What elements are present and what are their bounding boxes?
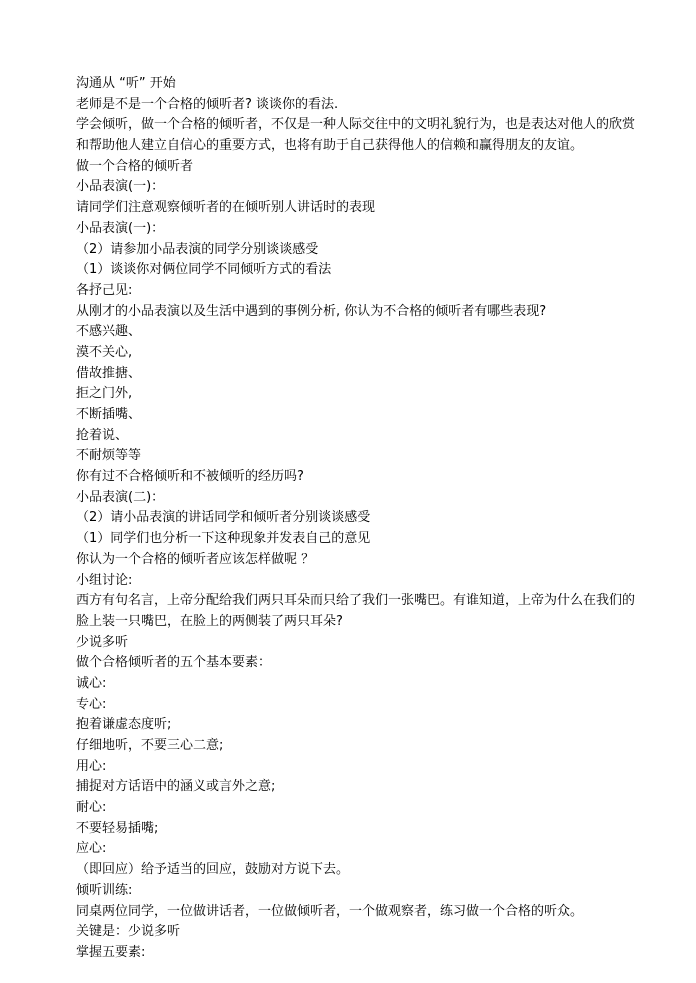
text-line: 不断插嘴、	[76, 407, 142, 422]
text-line: 脸上装一只嘴巴，在脸上的两侧装了两只耳朵?	[76, 613, 343, 629]
text-line: 请同学们注意观察倾听者的在倾听别人讲话时的表现	[76, 200, 376, 216]
text-line: （1）谈谈你对俩位同学不同倾听方式的看法	[76, 262, 332, 278]
text-line: 抱着谦虚态度听;	[76, 717, 172, 733]
text-line: 倾听训练:	[76, 882, 133, 898]
text-line: 各抒己见:	[76, 282, 133, 298]
text-line: 你有过不合格倾听和不被倾听的经历吗?	[76, 469, 304, 485]
text-line: （即回应）给予适当的回应，鼓励对方说下去。	[76, 862, 350, 878]
text-line: 应心:	[76, 841, 107, 857]
text-line: 从刚才的小品表演以及生活中遇到的事例分析, 你认为不合格的倾听者有哪些表现?	[76, 303, 547, 319]
text-line: （2）请参加小品表演的同学分别谈谈感受	[76, 241, 319, 257]
text-line: 西方有句名言，上帝分配给我们两只耳朵而只给了我们一张嘴巴。有谁知道，上帝为什么在我们的	[76, 593, 636, 609]
text-line: 诚心:	[76, 675, 107, 691]
text-line: 小组讨论:	[76, 572, 133, 588]
text-line: （1）同学们也分析一下这种现象并发表自己的意见	[76, 531, 371, 547]
text-line: 用心:	[76, 758, 107, 774]
text-line: 同桌两位同学，一位做讲话者，一位做倾听者，一个做观察者，练习做一个合格的听众。	[76, 903, 584, 919]
text-line: 不感兴趣、	[76, 324, 142, 340]
text-line: 借故推搪、	[76, 365, 142, 381]
text-line: 不耐烦等等	[76, 448, 142, 464]
text-line: 小品表演(一)：	[76, 179, 165, 195]
document-body	[76, 74, 636, 964]
text-line: 小品表演(二)：	[76, 489, 165, 505]
text-line: 你认为一个合格的倾听者应该怎样做呢 ？	[76, 551, 315, 567]
text-line: 仔细地听，不要三心二意;	[76, 738, 224, 753]
text-line: 捕捉对方话语中的涵义或言外之意;	[76, 779, 276, 795]
text-line: 学会倾听，做一个合格的倾听者，不仅是一种人际交往中的文明礼貌行为，也是表达对他人的欣赏	[76, 117, 636, 133]
text-line: 漠不关心,	[76, 344, 133, 360]
document-title: 沟通从 “听” 开始	[76, 76, 176, 91]
text-line: 和帮助他人建立自信心的重要方式，也将有助于自己获得他人的信赖和赢得朋友的友谊。	[76, 138, 584, 154]
text-line: 小品表演(一)：	[76, 220, 165, 236]
text-line: 不要轻易插嘴;	[76, 820, 159, 836]
text-line: 做一个合格的倾听者	[76, 158, 194, 174]
text-line: 做个合格倾听者的五个基本要素：	[76, 655, 272, 671]
text-line: （2）请小品表演的讲话同学和倾听者分别谈谈感受	[76, 510, 371, 526]
text-line: 耐心:	[76, 800, 107, 816]
text-line: 专心:	[76, 696, 107, 712]
text-line: 拒之门外,	[76, 386, 133, 402]
text-line: 抢着说、	[76, 427, 129, 443]
text-line: 掌握五要素:	[76, 944, 146, 960]
text-line: 少说多听	[76, 634, 129, 650]
text-line: 关键是：少说多听	[76, 924, 181, 940]
text-line: 老师是不是一个合格的倾听者? 谈谈你的看法.	[76, 96, 339, 112]
